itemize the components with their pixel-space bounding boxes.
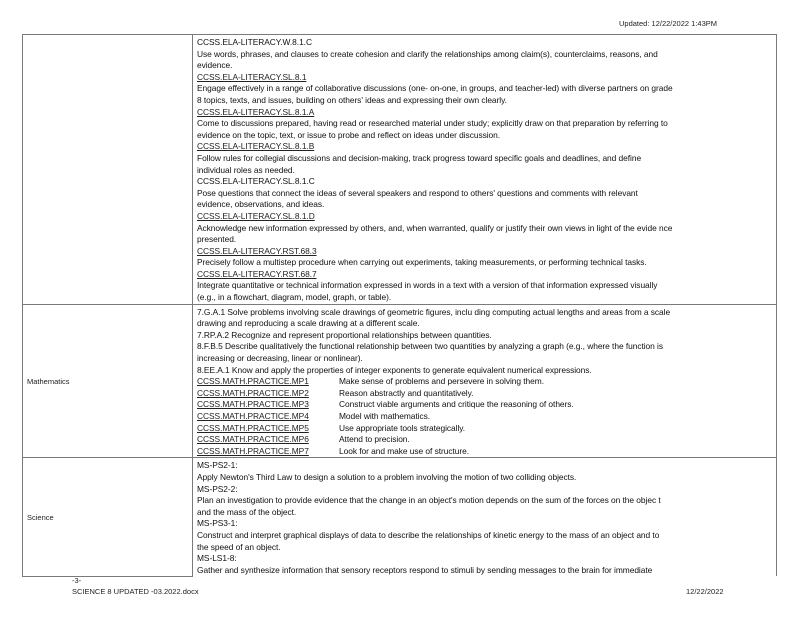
math-practice-link[interactable]: CCSS.MATH.PRACTICE.MP2 [197, 387, 309, 398]
math-practice-link[interactable]: CCSS.MATH.PRACTICE.MP4 [197, 411, 309, 421]
math-practice [197, 376, 772, 388]
standard-text: evidence. [197, 60, 233, 71]
standard-link[interactable]: CCSS.ELA-LITERACY.RST.68.7 [197, 268, 317, 279]
math-practice-link[interactable]: CCSS.MATH.PRACTICE.MP1 [197, 376, 309, 387]
math-subject-cell: Mathematics [23, 304, 193, 458]
math-practice [197, 399, 772, 411]
standard-text: Acknowledge new information expressed by others, and, when warranted, qualify or justify their own views in light of the evide nce [197, 222, 673, 233]
standard-link[interactable]: CCSS.ELA-LITERACY.SL.8.1.D [197, 210, 315, 221]
ela-standard [197, 211, 772, 246]
math-standard-text: 8.F.B.5 Describe qualitatively the functional relationship between two quantities by analyzing a graph (e.g., where the function is [197, 341, 663, 352]
math-practice [197, 446, 772, 458]
science-standard-text: Plan an investigation to provide evidence that the change in an object's motion depends on the sum of the forces on the objec t [197, 495, 661, 506]
math-practice-link[interactable]: CCSS.MATH.PRACTICE.MP7 [197, 445, 309, 456]
science-standards-cell [193, 458, 777, 576]
math-standard-text: 7.RP.A.2 Recognize and represent proportional relationships between quantities. [197, 329, 492, 340]
math-practice-text: Attend to precision. [339, 434, 410, 445]
science-standard-text: MS-LS1-8: [197, 553, 237, 564]
ela-subject-cell [23, 35, 193, 305]
ela-standards-cell [193, 35, 777, 305]
math-practice-link[interactable]: CCSS.MATH.PRACTICE.MP6 [197, 434, 309, 445]
math-standard-text: increasing or decreasing, linear or nonlinear). [197, 353, 363, 364]
ela-standard [197, 37, 772, 72]
math-row [23, 304, 777, 458]
updated-timestamp: Updated: 12/22/2022 1:43PM [619, 19, 717, 28]
math-practice [197, 411, 772, 423]
standard-text: Integrate quantitative or technical information expressed in words in a text with a version of that information expressed visually [197, 280, 658, 291]
standard-link[interactable]: CCSS.ELA-LITERACY.SL.8.1.B [197, 141, 315, 152]
footer-date: 12/22/2022 [686, 587, 724, 596]
standard-text: (e.g., in a flowchart, diagram, model, graph, or table). [197, 292, 392, 303]
math-practice [197, 423, 772, 435]
page-number: -3- [72, 576, 82, 585]
ela-standard [197, 141, 772, 176]
standard-text: Engage effectively in a range of collaborative discussions (one- on-one, in groups, and teacher-led) with diverse partners on grade [197, 83, 673, 94]
standard-text: Pose questions that connect the ideas of several speakers and respond to others' questions and comments with relevant [197, 187, 638, 198]
ela-standard [197, 72, 772, 107]
footer-filename: SCIENCE 8 UPDATED -03.2022.docx [72, 587, 199, 596]
math-practice-text: Look for and make use of structure. [339, 445, 469, 456]
standard-link[interactable]: CCSS.ELA-LITERACY.SL.8.1.A [197, 106, 315, 117]
math-practice-link[interactable]: CCSS.MATH.PRACTICE.MP3 [197, 399, 309, 410]
standard-text: individual roles as needed. [197, 164, 295, 175]
science-standard-text: Apply Newton's Third Law to design a solution to a problem involving the motion of two colliding objects. [197, 471, 577, 482]
standard-text: Follow rules for collegial discussions and decision-making, track progress toward specific goals and deadlines, and define [197, 152, 642, 163]
math-practice [197, 388, 772, 400]
science-subject-cell: Science [23, 458, 193, 576]
math-standard-text: drawing and reproducing a scale drawing at a different scale. [197, 318, 420, 329]
math-practice-text: Use appropriate tools strategically. [339, 422, 466, 433]
science-standard-text: MS-PS3-1: [197, 518, 238, 529]
math-practice-text: Construct viable arguments and critique the reasoning of others. [339, 399, 574, 410]
ela-standard [197, 176, 772, 211]
standard-code: CCSS.ELA-LITERACY.W.8.1.C [197, 37, 312, 47]
math-practice-text: Reason abstractly and quantitatively. [339, 387, 474, 398]
math-practice-link[interactable]: CCSS.MATH.PRACTICE.MP5 [197, 422, 309, 433]
math-practice-text: Make sense of problems and persevere in solving them. [339, 376, 544, 387]
standard-text: evidence on the topic, text, or issue to probe and reflect on ideas under discussion. [197, 129, 501, 140]
science-standard-text: MS-PS2-1: [197, 460, 238, 471]
science-standard-text: Construct and interpret graphical displays of data to describe the relationships of kinetic energy to the mass of an object and to [197, 529, 660, 540]
standard-link[interactable]: CCSS.ELA-LITERACY.SL.8.1 [197, 71, 307, 82]
standard-code: CCSS.ELA-LITERACY.SL.8.1.C [197, 176, 315, 187]
standard-text: 8 topics, texts, and issues, building on others' ideas and expressing their own clearly. [197, 94, 507, 105]
standard-link[interactable]: CCSS.ELA-LITERACY.RST.68.3 [197, 245, 317, 256]
math-practice-text: Model with mathematics. [339, 411, 431, 421]
math-standard-text: 8.EE.A.1 Know and apply the properties of integer exponents to generate equivalent numerical expressions. [197, 364, 592, 375]
standard-text: evidence, observations, and ideas. [197, 199, 325, 210]
standards-table [22, 34, 777, 577]
ela-standard [197, 107, 772, 142]
standard-text: Precisely follow a multistep procedure when carrying out experiments, taking measurements, or performing technical tasks. [197, 257, 647, 268]
math-standard-text: 7.G.A.1 Solve problems involving scale drawings of geometric figures, inclu ding computing actual lengths and areas from a scale [197, 306, 671, 317]
standard-text: Come to discussions prepared, having read or researched material under study; explicitly draw on that preparation by referring to [197, 118, 668, 129]
ela-standard [197, 269, 772, 304]
science-standard-text: Gather and synthesize information that sensory receptors respond to stimuli by sending messages to the brain for immediate [197, 564, 653, 575]
ela-standard [197, 246, 772, 269]
math-standards-cell [193, 304, 777, 458]
ela-row [23, 35, 777, 305]
standard-text: Use words, phrases, and clauses to create cohesion and clarify the relationships among claim(s), counterclaims, reasons, and [197, 48, 658, 59]
science-row [23, 458, 777, 576]
science-standard-text: MS-PS2-2: [197, 483, 238, 494]
science-standard-text: and the mass of the object. [197, 506, 297, 517]
standard-text: presented. [197, 234, 237, 245]
science-standard-text: the speed of an object. [197, 541, 281, 552]
math-practice [197, 434, 772, 446]
